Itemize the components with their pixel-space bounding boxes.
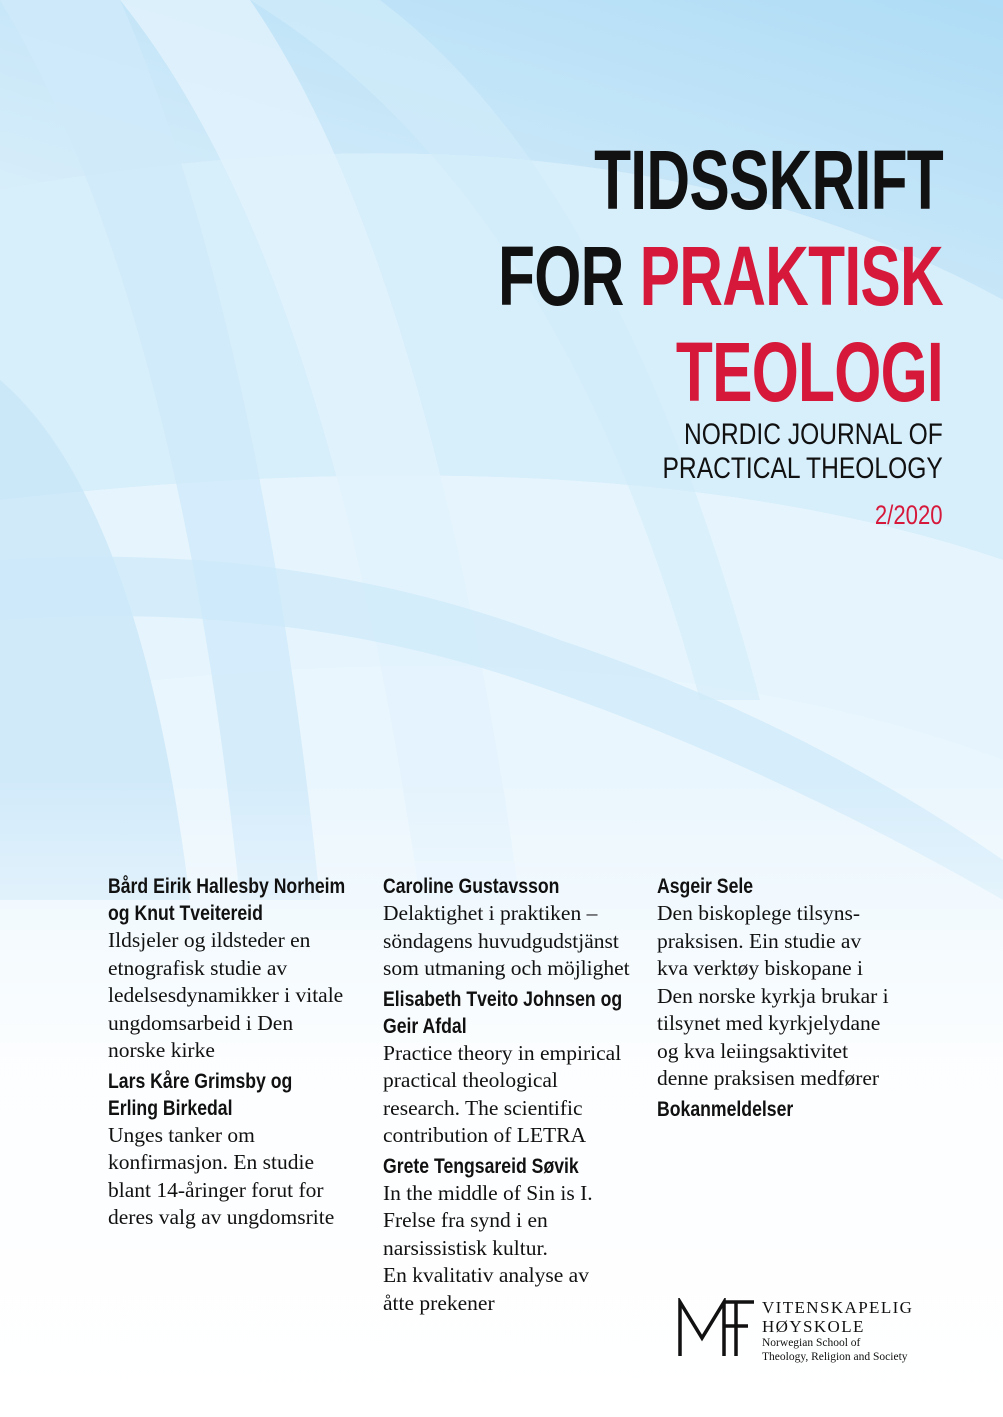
entry-title (383, 900, 653, 983)
entry-title-line: En kvalitativ analyse av (383, 1263, 589, 1287)
contents-entry (383, 986, 653, 1150)
entry-title-line: Practice theory in empirical (383, 1040, 622, 1065)
entry-title-line: og kva leiingsaktivitet (657, 1038, 849, 1063)
journal-title (325, 132, 943, 420)
entry-title-line: In the middle of Sin is I. (383, 1180, 593, 1205)
entry-title-line: tilsynet med kyrkjelydane (657, 1011, 881, 1035)
publisher-line-1: VITENSKAPELIG (762, 1298, 914, 1317)
contents-entry (383, 1153, 653, 1318)
entry-author: Elisabeth Tveito Johnsen og (383, 987, 623, 1011)
title-line-2 (498, 228, 943, 324)
title-word-for: FOR (498, 229, 624, 323)
publisher-line-2: HØYSKOLE (762, 1317, 865, 1336)
entry-author: Asgeir Sele (657, 875, 754, 898)
entry-title-line: deres valg av ungdomsrite (108, 1205, 335, 1229)
entry-title-line: norske kirke (108, 1038, 215, 1062)
subtitle-line-1: NORDIC JOURNAL OF (684, 418, 943, 451)
entry-title-line: söndagens huvudgudstjänst (383, 928, 619, 953)
entry-title (383, 1040, 653, 1150)
title-word-praktisk: PRAKTISK (639, 229, 943, 323)
entry-title-line: denne praksisen medfører (657, 1066, 880, 1090)
entry-title-line: narsissistisk kultur. (383, 1235, 548, 1260)
entry-title-line: Den biskoplege tilsyns- (657, 901, 861, 925)
entry-title-line: praksisen. Ein studie av (657, 928, 862, 953)
contents-entry (657, 1096, 927, 1123)
entry-title-line: blant 14-åringer forut for (108, 1177, 324, 1202)
entry-title-line: åtte prekener (383, 1290, 495, 1315)
entry-title-line: kva verktøy biskopane i (657, 956, 863, 980)
entry-author: Caroline Gustavsson (383, 875, 560, 898)
entry-title-line: Ildsjeler og ildsteder en (108, 928, 311, 952)
subtitle-line-2: PRACTICAL THEOLOGY (662, 452, 943, 485)
contents-entry (108, 873, 378, 1065)
entry-author: og Knut Tveitereid (108, 902, 263, 925)
entry-author: Lars Kåre Grimsby og (108, 1069, 293, 1093)
entry-title (383, 1180, 653, 1318)
journal-subtitle (663, 418, 943, 486)
contents-column-1 (108, 873, 378, 1235)
entry-title-line: practical theological (383, 1068, 558, 1092)
entry-title-line: konfirmasjon. En studie (108, 1150, 315, 1174)
contents-column-3 (657, 873, 927, 1123)
entry-title-line: Frelse fra synd i en (383, 1208, 548, 1232)
issue-number: 2/2020 (875, 500, 943, 530)
entry-title-line: research. The scientific (383, 1095, 583, 1120)
entry-author: Grete Tengsareid Søvik (383, 1154, 579, 1178)
contents-column-2 (383, 873, 653, 1320)
title-line-1: TIDSSKRIFT (594, 133, 943, 227)
entry-title (657, 900, 927, 1093)
entry-title-line: ledelsesdynamikker i vitale (108, 983, 344, 1007)
contents-entry (657, 873, 927, 1093)
entry-title-line: Den norske kyrkja brukar i (657, 983, 889, 1008)
entry-title-line: Unges tanker om (108, 1122, 255, 1147)
entry-title-line: Delaktighet i praktiken – (383, 901, 598, 925)
contents-entry (383, 873, 653, 983)
entry-title-line: ungdomsarbeid i Den (108, 1010, 294, 1035)
entry-title (108, 927, 378, 1065)
contents-entry (108, 1068, 378, 1232)
publisher-line-3: Norwegian School of (762, 1337, 861, 1349)
entry-title-line: som utmaning och möjlighet (383, 956, 630, 980)
entry-author: Bokanmeldelser (657, 1097, 794, 1121)
entry-title-line: etnografisk studie av (108, 955, 288, 980)
entry-author: Bård Eirik Hallesby Norheim (108, 875, 346, 898)
title-line-3: TEOLOGI (675, 325, 943, 419)
publisher-name (762, 1298, 972, 1364)
entry-author: Geir Afdal (383, 1014, 467, 1038)
publisher-line-4: Theology, Religion and Society (762, 1351, 908, 1363)
entry-title (108, 1122, 378, 1232)
entry-author: Erling Birkedal (108, 1096, 233, 1120)
mf-logo-icon (678, 1298, 756, 1360)
entry-title-line: contribution of LETRA (383, 1123, 587, 1147)
